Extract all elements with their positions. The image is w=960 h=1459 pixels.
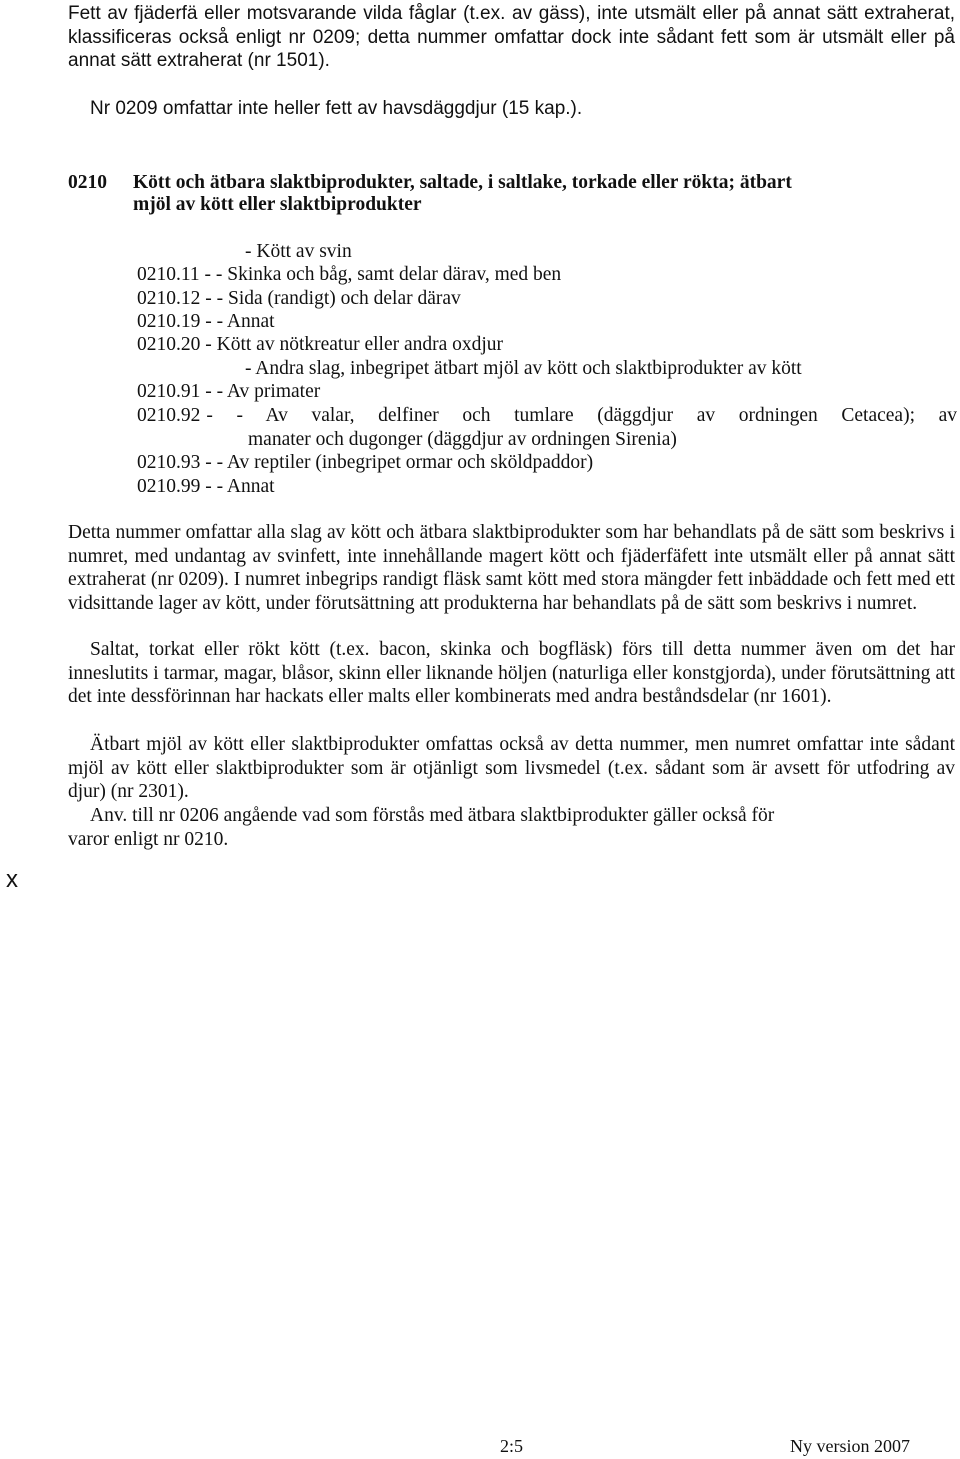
- subheading-0210-93: [137, 451, 593, 475]
- subheading-text: - - Skinka och båg, samt delar därav, med ben: [204, 264, 562, 285]
- subheading-code: 0210.99: [137, 476, 201, 497]
- subheading-continuation: manater och dugonger (däggdjur av ordningen Sirenia): [248, 428, 677, 450]
- subheading-0210-92: [137, 404, 957, 451]
- body-paragraph-4-line2: varor enligt nr 0210.: [68, 829, 229, 850]
- subheading-0210-19: [137, 310, 275, 334]
- subheading-text: - - Av reptiler (inbegripet ormar och sköldpaddor): [205, 452, 594, 473]
- subheading-code: 0210.20: [137, 334, 201, 355]
- heading-code: 0210: [68, 172, 107, 193]
- subheading-other-kinds: [245, 357, 802, 381]
- subheading-text: - - Annat: [205, 311, 275, 332]
- subheading-text: - - Av primater: [205, 381, 321, 402]
- subheading-code: 0210.92: [137, 405, 201, 426]
- subheading-text: - - Annat: [205, 476, 275, 497]
- subheading-0210-20: [137, 333, 503, 357]
- body-paragraph-3: Ätbart mjöl av kött eller slaktbiprodukter omfattas också av detta nummer, men numret omfattar inte sådant mjöl av kött eller slaktbiprodukter som är otjänligt som livsmedel (t.ex. sådant som är avsett för utfodring av djur) (nr 2301).: [68, 734, 955, 802]
- subheading-code: 0210.93: [137, 452, 201, 473]
- subheading-text: - - Av valar, delfiner och tumlare (däggdjur av ordningen Cetacea); av: [206, 405, 957, 426]
- body-paragraph-2: Saltat, torkat eller rökt kött (t.ex. bacon, skinka och bogfläsk) förs till detta nummer även om det har inneslutits i tarmar, magar, blåsor, skinn eller liknande höljen (naturliga eller konstgjorda), under förutsättning att det inte dessförinnan har hackats eller malts eller kombinerats med andra beståndsdelar (nr 1601).: [68, 639, 955, 707]
- margin-change-mark: x: [6, 866, 18, 893]
- subheading-text: - Andra slag, inbegripet ätbart mjöl av kött och slaktbiprodukter av kött: [245, 358, 802, 379]
- body-paragraph-1: Detta nummer omfattar alla slag av kött och ätbara slaktbiprodukter som har behandlats på de sätt som beskrivs i numret, med undantag av svinfett, inte innehållande magert kött och fjäderfäfett inte utsmält eller på annat sätt extraherat (nr 0209). I numret inbegrips randigt fläsk samt kött med stora mängder fett inbäddade och fett med ett vidsittande lager av kött, under förutsättning att produkterna har behandlats på de sätt som beskrivs i numret.: [68, 522, 955, 614]
- heading-title-line1: Kött och ätbara slaktbiprodukter, saltade, i saltlake, torkade eller rökta; ätbart: [133, 172, 792, 193]
- subheading-code: 0210.91: [137, 381, 201, 402]
- subheading-0210-91: [137, 380, 320, 404]
- subheading-0210-99: [137, 475, 275, 499]
- subheading-pork: [245, 240, 352, 264]
- subheading-text: - - Sida (randigt) och delar därav: [205, 288, 461, 309]
- intro-note: Nr 0209 omfattar inte heller fett av havsdäggdjur (15 kap.).: [90, 98, 583, 119]
- subheading-text: - Kött av svin: [245, 241, 352, 262]
- subheading-code: 0210.12: [137, 288, 201, 309]
- subheading-code: 0210.11: [137, 264, 200, 285]
- intro-paragraph: Fett av fjäderfä eller motsvarande vilda fåglar (t.ex. av gäss), inte utsmält eller på annat sätt extraherat, klassificeras också enligt nr 0209; detta nummer omfattar dock inte sådant fett som är utsmält eller på annat sätt extraherat (nr 1501).: [68, 3, 955, 71]
- subheading-text: - Kött av nötkreatur eller andra oxdjur: [205, 334, 504, 355]
- version-label: Ny version 2007: [790, 1436, 910, 1456]
- subheading-0210-12: [137, 287, 461, 311]
- subheading-0210-11: [137, 263, 561, 287]
- page-number: 2:5: [500, 1436, 524, 1456]
- body-paragraph-4-line1: Anv. till nr 0206 angående vad som förstås med ätbara slaktbiprodukter gäller också för: [90, 805, 775, 826]
- subheading-code: 0210.19: [137, 311, 201, 332]
- heading-title-line2: mjöl av kött eller slaktbiprodukter: [133, 194, 422, 215]
